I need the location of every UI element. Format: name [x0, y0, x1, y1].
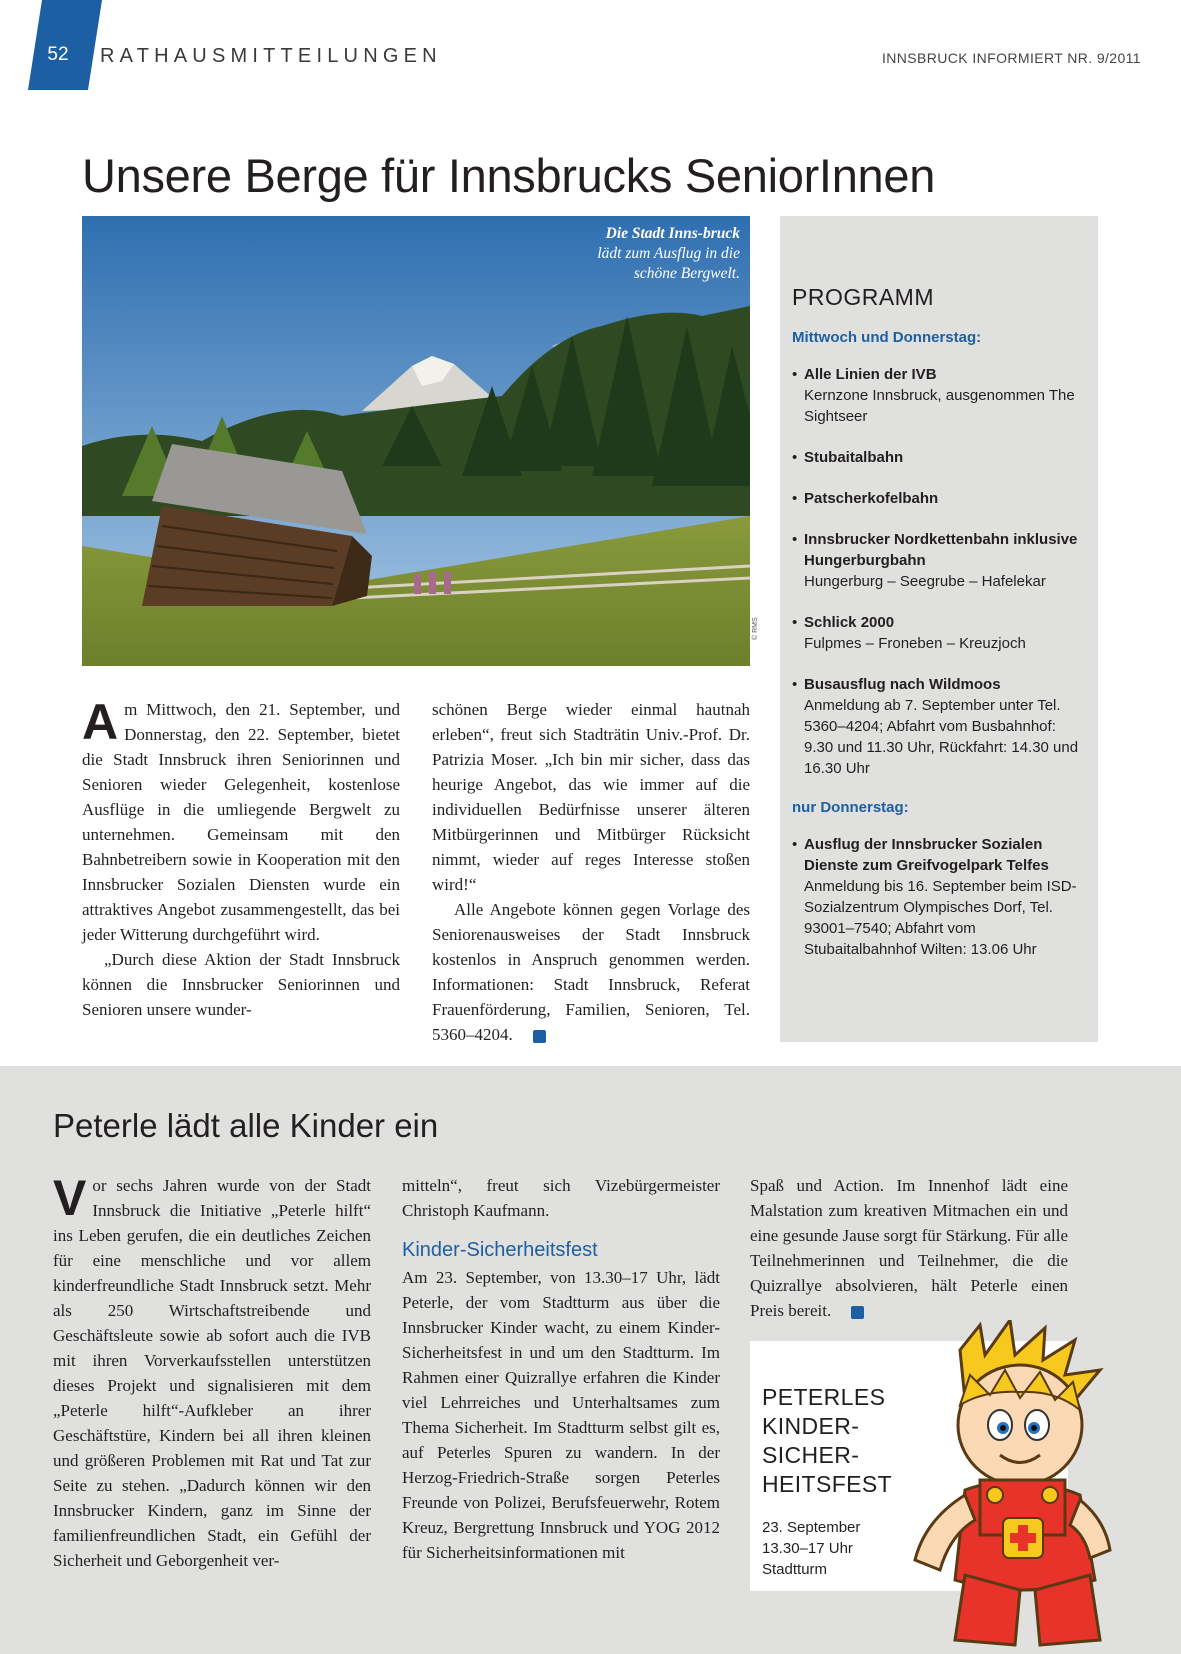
end-mark: [533, 1030, 546, 1043]
list-item: • Ausflug der Innsbrucker Sozialen Dienste zum Greifvogelpark Telfes Anmeldung bis 16. September beim ISD-Sozialzentrum Olympisches Dorf, Tel. 93001–7540; Abfahrt vom Stubaitalbahnhof Wilten: 13.06 Uhr: [792, 834, 1086, 960]
end-mark: [851, 1306, 864, 1319]
body-text: Spaß und Action. Im Innenhof lädt eine Malstation zum kreativen Mitmachen ein und eine gesunde Jause sorgt für Stärkung. Für alle Teilnehmerinnen und Teilnehmer, die die Quizrallye absolvieren, hält Peterle einen Preis bereit.: [750, 1176, 1068, 1320]
body-text: „Durch diese Aktion der Stadt Innsbruck können die Innsbrucker Seniorinnen und Senioren unsere wunder-: [82, 950, 400, 1019]
event-place: Stadtturm: [762, 1561, 828, 1578]
body-text: Alle Angebote können gegen Vorlage des Seniorenausweises der Stadt Innsbruck kostenlos in Anspruch genommen werden. Informationen: Stadt Innsbruck, Referat Frauenförderung, Familien, Senioren, Tel. 5360–4204.: [432, 900, 750, 1044]
body-text: mitteln“, freut sich Vizebürgermeister Christoph Kaufmann.: [402, 1176, 720, 1220]
event-date: 23. September: [762, 1519, 861, 1536]
peterle-mascot-illustration: [905, 1320, 1155, 1654]
event-time: 13.30–17 Uhr: [762, 1540, 853, 1557]
photo-credit: © RMS: [752, 617, 759, 640]
dropcap: V: [53, 1170, 87, 1226]
body-text: or sechs Jahren wurde von der Stadt Innsbruck die Initiative „Peterle hilft“ ins Leben gerufen, die ein deutliches Zeichen für eine menschliche und vor allem kinderfreundliche Stadt Innsbruck setzt. Mehr als 250 Wirtschaftstreibende und Geschäftsleute sowie ab sofort auch die IVB mit ihren Vorverkaufsstellen unterstützen dieses Projekt und signalisieren mit dem „Peterle hilft“-Aufkleber an ihrer Geschäftstüre, Kindern bei all ihren kleinen und größeren Problemen mit Rat und Tat zur Seite zu stehen. „Dadurch können wir den Innsbrucker Kindern, ganz im Sinne der familienfreundlichen Stadt, ein Gefühl der Sicherheit und Geborgenheit ver-: [53, 1176, 371, 1570]
article2-column-3: [750, 1173, 1068, 1323]
list-item: • Stubaitalbahn: [792, 447, 1086, 468]
article1-column-1: [82, 694, 400, 1022]
article1-column-2: [432, 697, 750, 1047]
infobox-heading: PETERLES KINDER-SICHER-HEITSFEST: [762, 1384, 893, 1497]
photo-caption: Die Stadt Inns-bruck lädt zum Ausflug in die schöne Bergwelt.: [597, 225, 740, 282]
mountain-photo: [82, 216, 750, 666]
list-item: • Busausflug nach Wildmoos Anmeldung ab 7. September unter Tel. 5360–4204; Abfahrt vom Busbahnhof: 9.30 und 11.30 Uhr, Rückfahrt: 14.30 und 16.30 Uhr: [792, 674, 1086, 779]
article2-column-2: [402, 1173, 720, 1565]
body-text: schönen Berge wieder einmal hautnah erleben“, freut sich Stadträtin Univ.-Prof. Dr. Patrizia Moser. „Ich bin mir sicher, dass das heurige Angebot, das wie immer auf die individuellen Bedürfnisse unserer älteren Mitbürgerinnen und Mitbürger Rücksicht nimmt, wieder auf reges Interesse stoßen wird!“: [432, 700, 750, 894]
dropcap: A: [82, 694, 119, 750]
body-text: m Mittwoch, den 21. September, und Donnerstag, den 22. September, bietet die Stadt Innsbruck ihren Seniorinnen und Senioren wieder Gelegenheit, kostenlose Ausflüge in die umliegende Bergwelt zu unternehmen. Gemeinsam mit den Bahnbetreibern sowie in Kooperation mit den Innsbrucker Sozialen Diensten wurde ein attraktives Angebot zusammengestellt, das bei jeder Witterung durchgeführt wird.: [82, 700, 400, 944]
issue-label: INNSBRUCK INFORMIERT NR. 9/2011: [881, 50, 1141, 66]
body-text: Am 23. September, von 13.30–17 Uhr, lädt Peterle, der vom Stadtturm aus über die Innsbrucker Kinder wacht, zu einem Kinder-Sicherheitsfest in und um den Stadtturm. Im Rahmen einer Quizrallye erfahren die Kinder viel Lehrreiches und Unterhaltsames zum Thema Sicherheit. Im Stadtturm selbst gilt es, auf Peterles Spuren zu wandern. In der Herzog-Friedrich-Straße sorgen Peterles Freunde von Polizei, Berufsfeuerwehr, Rotem Kreuz, Bergrettung Innsbruck und YOG 2012 für Sicherheitsinformationen mit: [402, 1268, 720, 1562]
page-number: 52: [47, 44, 69, 65]
article2-title: Peterle lädt alle Kinder ein: [53, 1107, 439, 1144]
section-title: RATHAUSMITTEILUNGEN: [100, 45, 442, 67]
programm-subheading: Mittwoch und Donnerstag:: [792, 329, 982, 346]
subheading: Kinder-Sicherheitsfest: [402, 1239, 598, 1261]
article-title: Unsere Berge für Innsbrucks SeniorInnen: [82, 149, 936, 202]
programm-subheading: nur Donnerstag:: [792, 799, 909, 816]
article2-column-1: [53, 1170, 371, 1573]
list-item: • Innsbrucker Nordkettenbahn inklusive Hungerburgbahn Hungerburg – Seegrube – Hafelekar: [792, 529, 1086, 592]
list-item: • Alle Linien der IVB Kernzone Innsbruck, ausgenommen The Sightseer: [792, 364, 1086, 427]
list-item: • Patscherkofelbahn: [792, 488, 1086, 509]
programm-box: [780, 216, 1098, 1042]
list-item: • Schlick 2000 Fulpmes – Froneben – Kreuzjoch: [792, 612, 1086, 654]
programm-heading: PROGRAMM: [792, 284, 934, 310]
